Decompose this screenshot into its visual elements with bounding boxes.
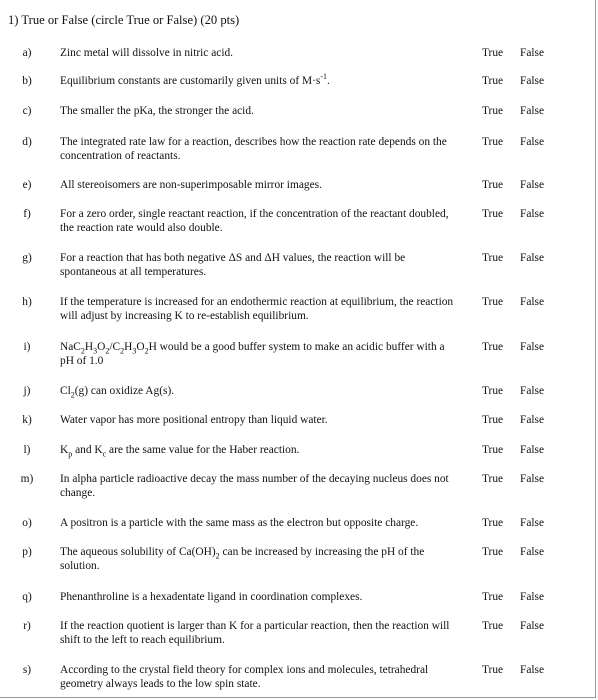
false-option[interactable]: False <box>520 414 545 426</box>
question-text: All stereoisomers are non-superimposable mirror images. <box>60 179 322 191</box>
false-option[interactable]: False <box>520 47 545 59</box>
false-option[interactable]: False <box>520 341 545 353</box>
true-option[interactable]: True <box>482 546 504 558</box>
question-text: $Cl_2(g)$ can oxidize Ag(s). <box>60 385 175 400</box>
question-text: Equilibrium constants are customarily given units of $M\cdot s^{-1}$. <box>60 72 330 87</box>
true-option[interactable]: True <box>482 136 504 148</box>
true-option[interactable]: True <box>482 296 504 308</box>
question-letter: j) <box>23 385 31 397</box>
true-option[interactable]: True <box>482 620 504 632</box>
question-letter: c) <box>22 105 32 117</box>
question-letter: g) <box>22 252 32 264</box>
false-option[interactable]: False <box>520 105 545 117</box>
question-letter: d) <box>22 136 32 148</box>
false-option[interactable]: False <box>520 517 545 529</box>
true-option[interactable]: True <box>482 385 504 397</box>
question-text: A positron is a particle with the same mass as the electron but opposite charge. <box>60 517 419 529</box>
true-option[interactable]: True <box>482 208 504 220</box>
false-option[interactable]: False <box>520 136 545 148</box>
question-text: For a zero order, single reactant reaction, if the concentration of the reactant doubled, the reaction rate would also double. <box>60 208 449 234</box>
question-text: The integrated rate law for a reaction, describes how the reaction rate depends on the concentration of reactants. <box>60 136 447 162</box>
question-text: For a reaction that has both negative ΔS and ΔH values, the reaction will be spontaneous at all temperatures. <box>60 252 406 278</box>
false-option[interactable]: False <box>520 620 545 632</box>
question-text: Zinc metal will dissolve in nitric acid. <box>60 47 234 59</box>
question-text: In alpha particle radioactive decay the mass number of the decaying nucleus does not change. <box>60 473 449 499</box>
question-letter: e) <box>22 179 32 191</box>
true-option[interactable]: True <box>482 47 504 59</box>
question-text: If the reaction quotient is larger than K for a particular reaction, then the reaction will shift to the left to reach equilibrium. <box>60 620 450 646</box>
question-text: Water vapor has more positional entropy than liquid water. <box>60 414 328 426</box>
question-text: $NaC_2H_3O_2/C_2H_3O_2H$ would be a good buffer system to make an acidic buffer with a pH of 1.0 <box>60 341 445 367</box>
false-option[interactable]: False <box>520 179 545 191</box>
true-option[interactable]: True <box>482 414 504 426</box>
question-letter: p) <box>22 546 32 558</box>
question-letter: a) <box>22 47 32 59</box>
false-option[interactable]: False <box>520 546 545 558</box>
question-letter: o) <box>22 517 32 529</box>
question-letter: h) <box>22 296 32 308</box>
question-letter: b) <box>22 75 32 87</box>
false-option[interactable]: False <box>520 473 545 485</box>
section-title: 1) True or False (circle True or False) (20 pts) <box>8 13 240 27</box>
question-letter: f) <box>23 208 31 220</box>
question-text: If the temperature is increased for an endothermic reaction at equilibrium, the reaction will adjust by increasing K to re-establish equilibrium. <box>60 296 454 322</box>
question-text: The aqueous solubility of $Ca(OH)_2$ can be increased by increasing the pH of the solution. <box>60 546 425 572</box>
question-letter: l) <box>23 444 31 456</box>
true-option[interactable]: True <box>482 75 504 87</box>
true-option[interactable]: True <box>482 105 504 117</box>
true-option[interactable]: True <box>482 252 504 264</box>
question-text: Phenanthroline is a hexadentate ligand in coordination complexes. <box>60 591 363 603</box>
true-option[interactable]: True <box>482 444 504 456</box>
false-option[interactable]: False <box>520 444 545 456</box>
question-letter: s) <box>22 664 32 676</box>
question-text: $K_p$ and $K_c$ are the same value for the Haber reaction. <box>60 444 300 459</box>
question-letter: r) <box>23 620 31 632</box>
false-option[interactable]: False <box>520 664 545 676</box>
false-option[interactable]: False <box>520 252 545 264</box>
true-option[interactable]: True <box>482 591 504 603</box>
true-option[interactable]: True <box>482 179 504 191</box>
true-option[interactable]: True <box>482 664 504 676</box>
question-text: The smaller the pKa, the stronger the acid. <box>60 105 254 117</box>
false-option[interactable]: False <box>520 385 545 397</box>
true-option[interactable]: True <box>482 517 504 529</box>
question-letter: m) <box>20 473 34 485</box>
true-option[interactable]: True <box>482 341 504 353</box>
question-letter: i) <box>23 341 31 353</box>
true-option[interactable]: True <box>482 473 504 485</box>
question-text: According to the crystal field theory for complex ions and molecules, tetrahedral geometry always leads to the low spin state. <box>60 664 429 690</box>
question-letter: q) <box>22 591 32 603</box>
false-option[interactable]: False <box>520 208 545 220</box>
question-letter: k) <box>22 414 32 426</box>
false-option[interactable]: False <box>520 75 545 87</box>
false-option[interactable]: False <box>520 296 545 308</box>
false-option[interactable]: False <box>520 591 545 603</box>
